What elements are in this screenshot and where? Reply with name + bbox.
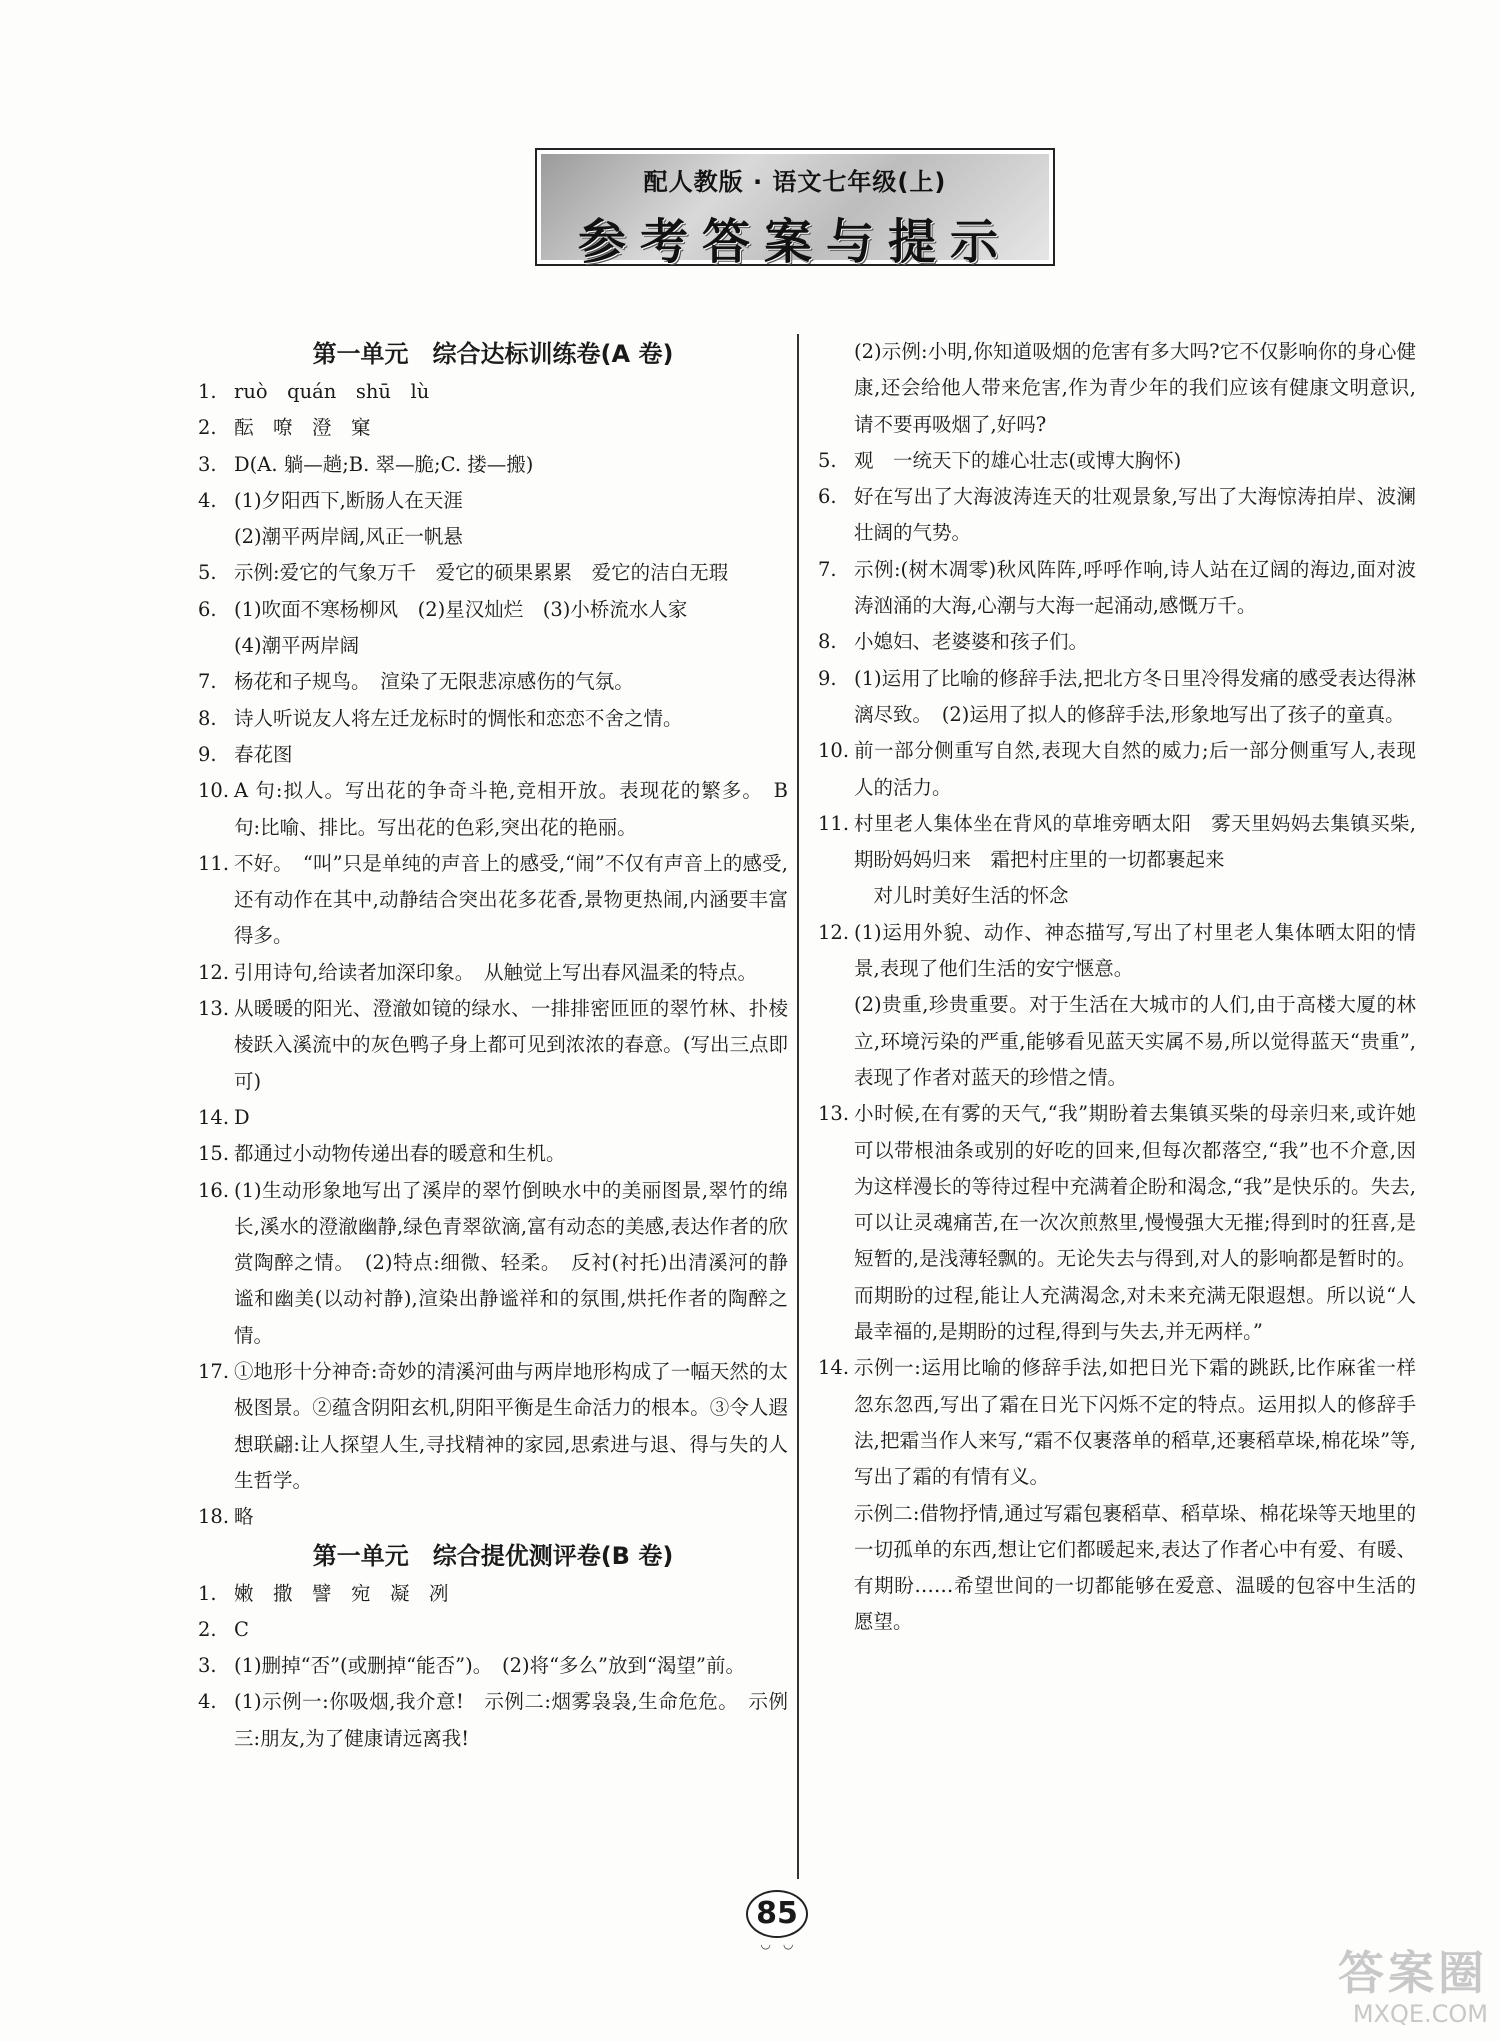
answer-item — [818, 878, 1416, 914]
watermark-text: 答案圈 — [1338, 1946, 1488, 2000]
answer-item — [198, 447, 788, 483]
answer-item — [198, 628, 788, 664]
answer-text: 前一部分侧重写自然,表现大自然的威力;后一部分侧重写人,表现人的活力。 — [854, 739, 1416, 799]
answer-text: 小媳妇、老婆婆和孩子们。 — [854, 630, 1089, 654]
answer-item — [818, 661, 1416, 734]
answer-item — [818, 1350, 1416, 1495]
answer-text: 示例:(树木凋零)秋风阵阵,呼呼作响,诗人站在辽阔的海边,面对波涛汹涌的大海,心潮与大海一起涌动,感慨万千。 — [854, 557, 1416, 618]
answer-number: 5. — [198, 561, 217, 585]
answer-item — [198, 991, 788, 1100]
answer-text: ①地形十分神奇:奇妙的清溪河曲与两岸地形构成了一幅天然的太极图景。②蕴含阴阳玄机,阴阳平衡是生命活力的根本。③令人遐想联翩:让人探望人生,寻找精神的家园,思索进与退、得与失的人生哲学。 — [234, 1360, 788, 1492]
answer-item — [198, 1354, 788, 1499]
answer-text: ruò quán shū lù — [234, 380, 430, 403]
answer-number: 17. — [198, 1360, 230, 1384]
answer-text: 嫩 撒 譬 宛 凝 冽 — [234, 1581, 449, 1605]
answer-number: 15. — [198, 1142, 230, 1166]
answer-number: 7. — [198, 670, 217, 694]
banner-subtitle: 配人教版 · 语文七年级(上) — [643, 168, 947, 196]
answer-text: (1)运用了比喻的修辞手法,把北方冬日里冷得发痛的感受表达得淋漓尽致。 (2)运用了拟人的修辞手法,形象地写出了孩子的童真。 — [854, 666, 1416, 726]
answer-item — [818, 733, 1416, 806]
watermark-url: MXQE.COM — [1352, 2000, 1488, 2028]
answer-item — [818, 443, 1416, 479]
answer-number: 6. — [198, 597, 217, 621]
answer-item — [198, 1136, 788, 1172]
answer-number: 1. — [198, 380, 217, 403]
answer-item — [818, 915, 1416, 988]
answer-item — [818, 552, 1416, 625]
page-number-badge — [727, 1890, 827, 1960]
answer-text: (2)潮平两岸阔,风正一帆悬 — [234, 525, 463, 549]
answer-text: 杨花和子规鸟。 渲染了无限悲凉感伤的气氛。 — [234, 670, 634, 694]
answer-text: (1)删掉“否”(或删掉“能否”)。 (2)将“多么”放到“渴望”前。 — [234, 1654, 745, 1678]
answer-item — [198, 483, 788, 519]
answer-number: 11. — [818, 811, 850, 835]
answer-number: 13. — [818, 1102, 850, 1126]
answer-item — [198, 1576, 788, 1612]
left-column — [198, 334, 788, 1757]
title-banner-inner — [541, 154, 1049, 270]
answer-text: (2)贵重,珍贵重要。对于生活在大城市的人们,由于高楼大厦的林立,环境污染的严重,能够看见蓝天实属不易,所以觉得蓝天“贵重”,表现了作者对蓝天的珍惜之情。 — [854, 993, 1416, 1089]
answer-number: 9. — [818, 666, 837, 690]
answer-number: 18. — [198, 1505, 230, 1529]
answer-number: 3. — [198, 452, 217, 476]
answer-text: C — [234, 1617, 249, 1641]
answer-number: 13. — [198, 997, 230, 1021]
answer-number: 1. — [198, 1581, 217, 1605]
answer-item — [818, 987, 1416, 1096]
answer-item — [198, 1173, 788, 1354]
banner-title: 参考答案与提示 — [577, 214, 1012, 270]
answer-number: 6. — [818, 485, 837, 509]
answer-number: 2. — [198, 416, 217, 440]
column-divider — [797, 334, 799, 1879]
answer-text: (2)示例:小明,你知道吸烟的危害有多大吗?它不仅影响你的身心健康,还会给他人带来危害,作为青少年的我们应该有健康文明意识,请不要再吸烟了,好吗? — [854, 340, 1416, 436]
answer-item — [818, 1496, 1416, 1641]
answer-number: 16. — [198, 1178, 230, 1202]
answer-text: (4)潮平两岸阔 — [234, 634, 360, 658]
section-heading-a: 第一单元 综合达标训练卷(A 卷) — [312, 340, 674, 368]
answer-item — [198, 592, 788, 628]
answer-number: 12. — [198, 960, 230, 984]
title-banner — [535, 148, 1055, 270]
answer-item — [198, 846, 788, 955]
answer-text: 春花图 — [234, 742, 293, 766]
answer-text: D — [234, 1105, 250, 1129]
answer-list-b — [198, 1576, 788, 1757]
answer-text: (1)生动形象地写出了溪岸的翠竹倒映水中的美丽图景,翠竹的绵长,溪水的澄澈幽静,绿色青翠欲滴,富有动态的美感,表达作者的欣赏陶醉之情。 (2)特点:细微、轻柔。 反衬(衬托)出清溪河的静谧和幽美(以动衬静),渲染出静谧祥和的氛围,烘托作者的陶醉之情。 — [234, 1178, 788, 1347]
answer-item — [198, 1648, 788, 1684]
answer-number: 2. — [198, 1617, 217, 1641]
answer-text: 小时候,在有雾的天气,“我”期盼着去集镇买柴的母亲归来,或许她可以带根油条或别的好吃的回来,但每次都落空,“我”也不介意,因为这样漫长的等待过程中充满着企盼和渴念,“我”是快乐的。失去,可以让灵魂痛苦,在一次次煎熬里,慢慢强大无摧;得到时的狂喜,是短暂的,是浅薄轻飘的。无论失去与得到,对人的影响都是暂时的。而期盼的过程,能让人充满渴念,对未来充满无限遐想。所以说“人最幸福的,是期盼的过程,得到与失去,并无两样。” — [854, 1102, 1416, 1344]
answer-item — [198, 955, 788, 991]
answer-item — [198, 374, 788, 410]
answer-list-a — [198, 374, 788, 1536]
answer-text: A 句:拟人。写出花的争奇斗艳,竞相开放。表现花的繁多。 B 句:比喻、排比。写出花的色彩,突出花的艳丽。 — [234, 779, 788, 839]
answer-item — [198, 1612, 788, 1648]
answer-text: 示例:爱它的气象万千 爱它的硕果累累 爱它的洁白无瑕 — [234, 561, 729, 585]
answer-text: 好在写出了大海波涛连天的壮观景象,写出了大海惊涛拍岸、波澜壮阔的气势。 — [854, 485, 1416, 545]
answer-number: 14. — [198, 1105, 230, 1129]
answer-number: 14. — [818, 1356, 850, 1380]
answer-text: (1)示例一:你吸烟,我介意! 示例二:烟雾袅袅,生命危危。 示例三:朋友,为了健康请远离我! — [234, 1690, 788, 1750]
answer-text: 对儿时美好生活的怀念 — [854, 884, 1069, 908]
answer-number: 3. — [198, 1654, 217, 1678]
answer-text: 示例二:借物抒情,通过写霜包裹稻草、稻草垛、棉花垛等天地里的一切孤单的东西,想让它们都暖起来,表达了作者心中有爱、有暖、有期盼……希望世间的一切都能够在爱意、温暖的包容中生活的愿望。 — [854, 1501, 1416, 1634]
page-number: 85 — [746, 1890, 808, 1938]
answer-text: (1)吹面不寒杨柳风 (2)星汉灿烂 (3)小桥流水人家 — [234, 597, 688, 621]
answer-text: D(A. 躺—趟;B. 翠—脆;C. 搂—搬) — [234, 452, 534, 476]
answer-item — [198, 1684, 788, 1757]
answer-item — [198, 410, 788, 446]
mascot-feet-icon: ◡ ◡ — [760, 1937, 794, 1951]
answer-text: 观 一统天下的雄心壮志(或博大胸怀) — [854, 448, 1182, 472]
answer-number: 11. — [198, 851, 230, 875]
answer-number: 4. — [198, 1690, 217, 1714]
answer-number: 8. — [198, 706, 217, 730]
answer-text: 诗人听说友人将左迁龙标时的惆怅和恋恋不舍之情。 — [234, 706, 683, 730]
right-column — [818, 334, 1416, 1641]
answer-text: 村里老人集体坐在背风的草堆旁晒太阳 雾天里妈妈去集镇买柴,期盼妈妈归来 霜把村庄里的一切都裹起来 — [854, 811, 1416, 872]
answer-text: (1)夕阳西下,断肠人在天涯 — [234, 488, 463, 512]
answer-item — [198, 701, 788, 737]
answer-number: 12. — [818, 920, 850, 944]
answer-number: 9. — [198, 742, 217, 766]
answer-text: 引用诗句,给读者加深印象。 从触觉上写出春风温柔的特点。 — [234, 960, 757, 984]
answer-text: 略 — [234, 1505, 254, 1529]
answer-text: 从暖暖的阳光、澄澈如镜的绿水、一排排密匝匝的翠竹林、扑棱棱跃入溪流中的灰色鸭子身上都可见到浓浓的春意。(写出三点即可) — [234, 997, 788, 1093]
answer-item — [818, 806, 1416, 879]
answer-item — [198, 773, 788, 846]
answer-item — [818, 479, 1416, 552]
answer-text: 酝 嘹 澄 窠 — [234, 416, 371, 440]
answer-item — [818, 624, 1416, 660]
answer-item — [198, 1499, 788, 1535]
answer-item — [818, 334, 1416, 443]
answer-text: (1)运用外貌、动作、神态描写,写出了村里老人集体晒太阳的情景,表现了他们生活的安宁惬意。 — [854, 920, 1416, 981]
answer-number: 7. — [818, 557, 837, 581]
answer-item — [198, 1100, 788, 1136]
answer-text: 示例一:运用比喻的修辞手法,如把日光下霜的跳跃,比作麻雀一样忽东忽西,写出了霜在日光下闪烁不定的特点。运用拟人的修辞手法,把霜当作人来写,“霜不仅裹落单的稻草,还裹稻草垛,棉花垛”等,写出了霜的有情有义。 — [854, 1356, 1416, 1489]
answer-number: 5. — [818, 448, 837, 472]
answer-item — [818, 1096, 1416, 1350]
watermark-logo — [1268, 1945, 1488, 2035]
answer-number: 10. — [818, 739, 850, 763]
answer-number: 4. — [198, 488, 217, 512]
answer-item — [198, 519, 788, 555]
answer-list-right — [818, 334, 1416, 1641]
answer-text: 都通过小动物传递出春的暖意和生机。 — [234, 1142, 566, 1166]
answer-number: 10. — [198, 779, 230, 803]
answer-item — [198, 555, 788, 591]
answer-item — [198, 737, 788, 773]
answer-item — [198, 664, 788, 700]
answer-text: 不好。 “叫”只是单纯的声音上的感受,“闹”不仅有声音上的感受,还有动作在其中,动静结合突出花多花香,景物更热闹,内涵要丰富得多。 — [234, 851, 788, 948]
answer-number: 8. — [818, 630, 837, 654]
section-heading-b: 第一单元 综合提优测评卷(B 卷) — [312, 1541, 674, 1570]
